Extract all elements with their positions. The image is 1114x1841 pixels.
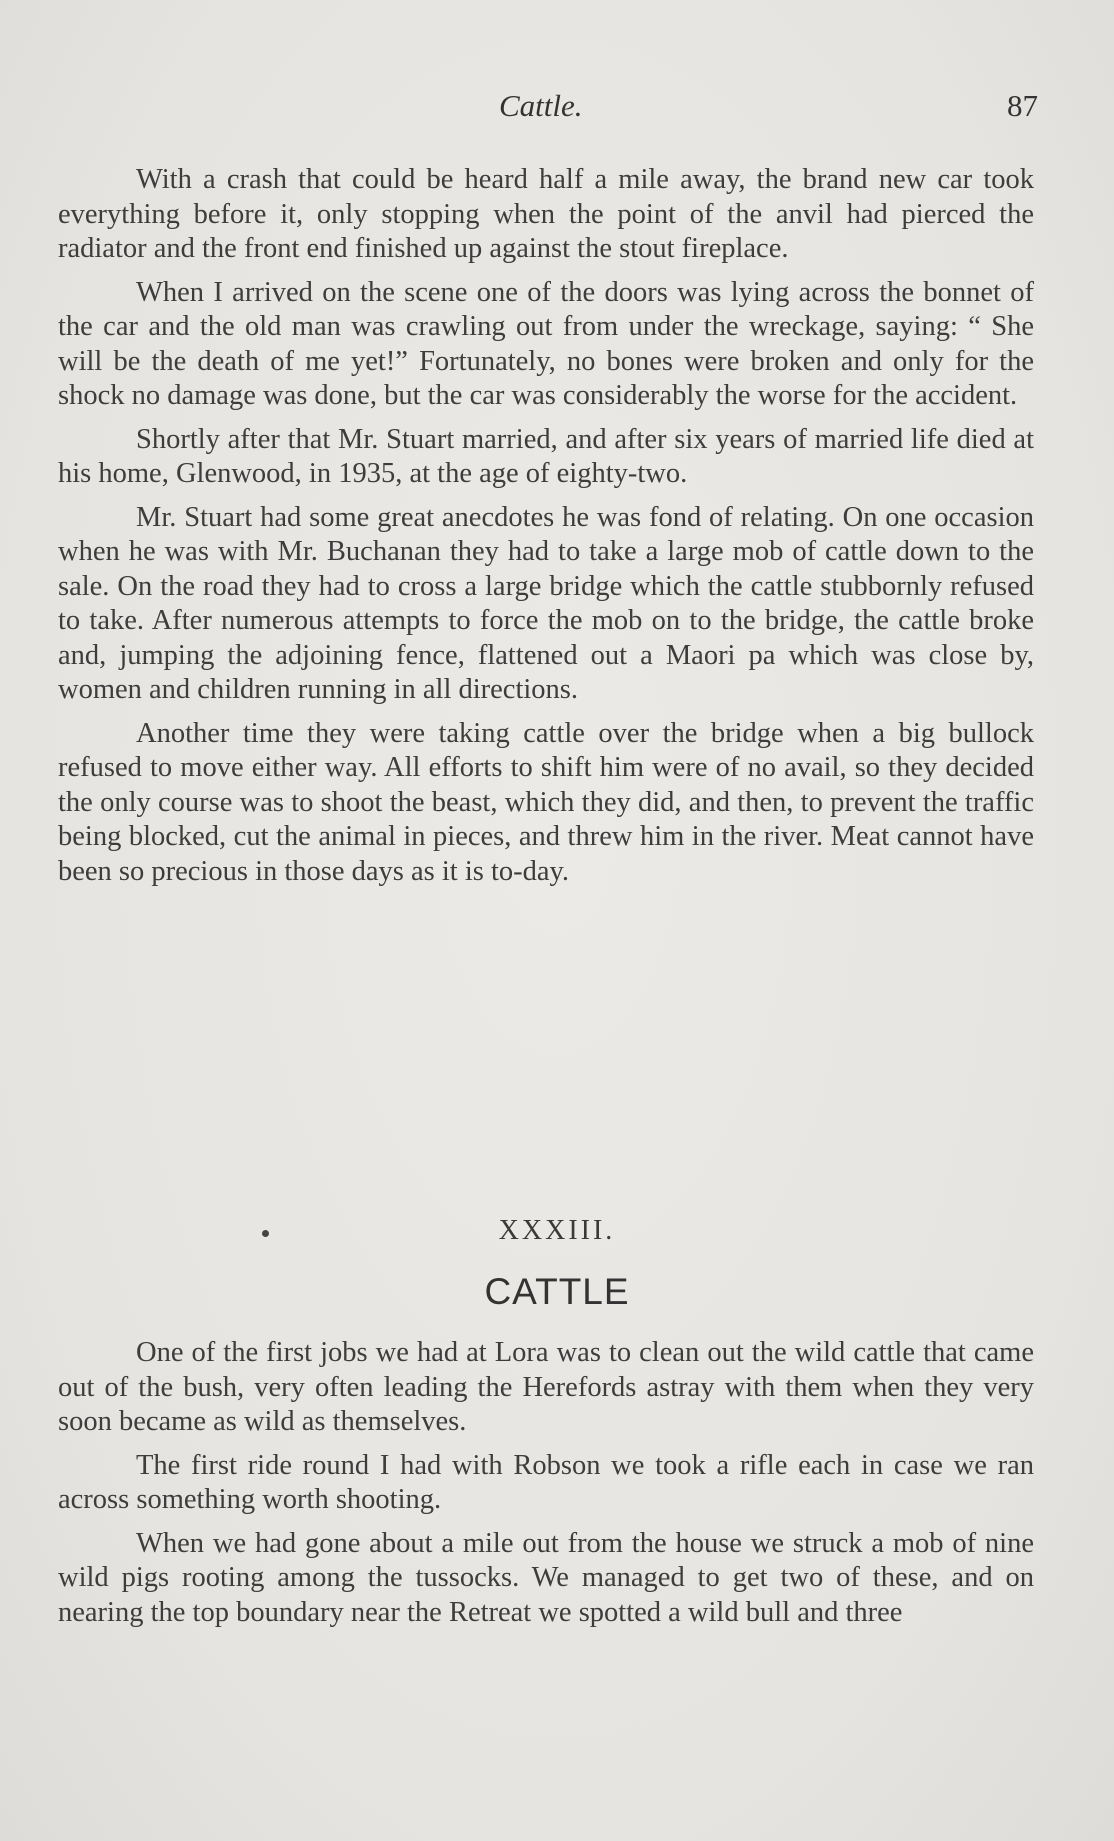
paragraph: When I arrived on the scene one of the doors was lying across the bonnet of the car and the old man was crawling out from under the wreckage, saying: “ She will be the death of me yet!” Fortunately, no bones were broken and only for the shock no damage was done, but the car was considerably the worse for the accident. — [58, 276, 1034, 411]
running-title: Cattle. — [499, 88, 583, 123]
chapter-title: CATTLE — [484, 1271, 630, 1312]
paragraph: Another time they were taking cattle over the bridge when a big bullock refused to move either way. All efforts to shift him were of no avail, so they decided the only course was to shoot the beast, which they did, and then, to prevent the traffic being blocked, cut the animal in pieces, and threw him in the river. Meat cannot have been so precious in those days as it is to-day. — [58, 717, 1034, 887]
page-number: 87 — [1007, 88, 1038, 123]
paragraph: Shortly after that Mr. Stuart married, and after six years of married life died at his home, Glenwood, in 1935, at the age of eighty-two. — [58, 423, 1034, 489]
body-text-bottom — [58, 1336, 1034, 1639]
paragraph: The first ride round I had with Robson we took a rifle each in case we ran across something worth shooting. — [58, 1449, 1034, 1515]
chapter-number: XXXIII. — [498, 1215, 616, 1246]
running-head — [0, 88, 1114, 132]
paragraph: One of the first jobs we had at Lora was to clean out the wild cattle that came out of the bush, very often leading the Herefords astray with them when they very soon became as wild as themselves. — [58, 1337, 1034, 1437]
body-text-top — [58, 163, 1034, 898]
paragraph: When we had gone about a mile out from the house we struck a mob of nine wild pigs rooting among the tussocks. We managed to get two of these, and on nearing the top boundary near the Retreat we spotted a wild bull and three — [58, 1527, 1034, 1628]
paragraph: Mr. Stuart had some great anecdotes he was fond of relating. On one occasion when he was with Mr. Buchanan they had to take a large mob of cattle down to the sale. On the road they had to cross a large bridge which the cattle stubbornly refused to take. After numerous attempts to force the mob on to the bridge, the cattle broke and, jumping the adjoining fence, flattened out a Maori pa which was close by, women and children running in all directions. — [58, 501, 1034, 705]
paragraph: With a crash that could be heard half a mile away, the brand new car took everything before it, only stopping when the point of the anvil had pierced the radiator and the front end finished up against the stout fireplace. — [58, 164, 1034, 264]
